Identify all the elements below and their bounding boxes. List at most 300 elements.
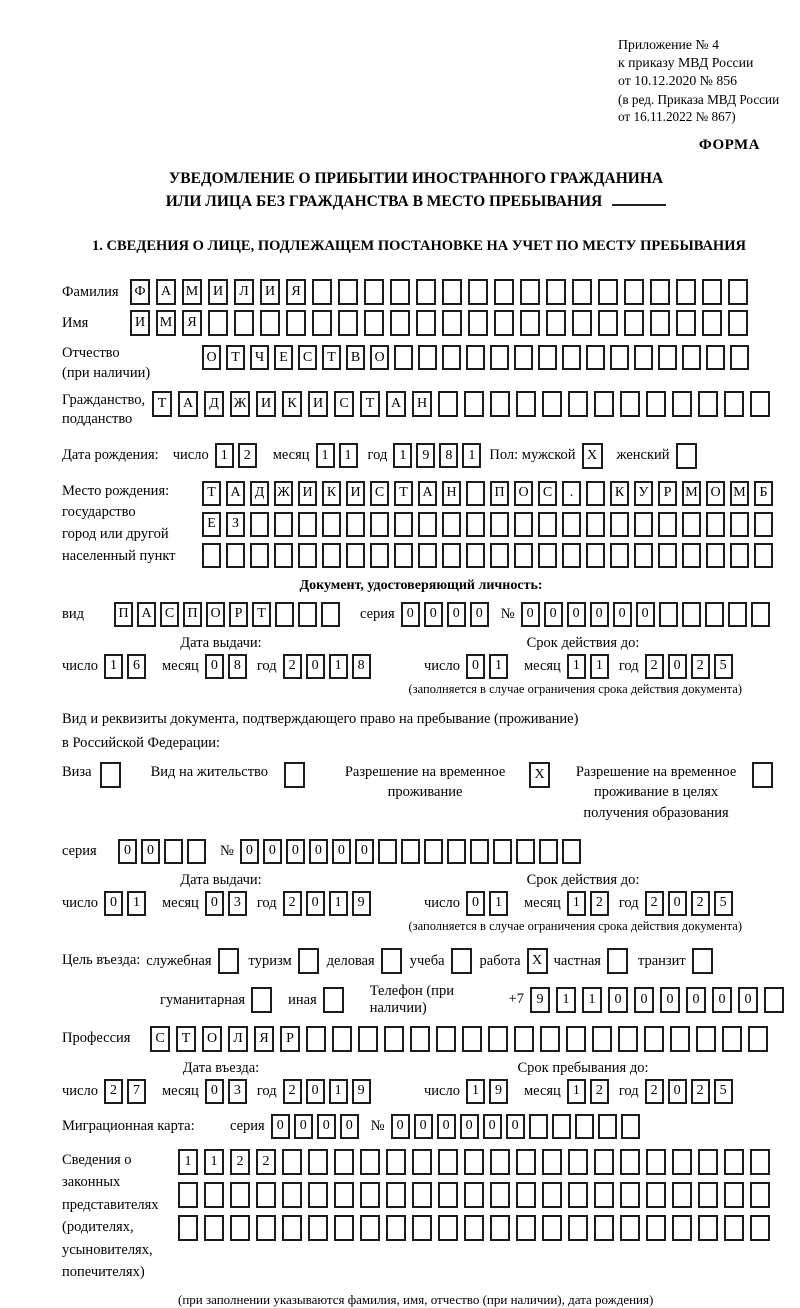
char-cell[interactable]: 2 xyxy=(230,1149,250,1175)
char-cell[interactable] xyxy=(724,391,744,417)
char-cell[interactable]: 0 xyxy=(401,602,420,627)
char-cell[interactable] xyxy=(451,948,472,974)
char-cell[interactable] xyxy=(364,310,384,336)
char-cell[interactable] xyxy=(698,1182,718,1208)
char-cell[interactable] xyxy=(672,1149,692,1175)
char-cell[interactable] xyxy=(466,512,485,537)
char-cell[interactable]: И xyxy=(298,481,317,506)
char-cell[interactable] xyxy=(552,1114,571,1139)
char-cell[interactable] xyxy=(424,839,443,864)
char-cell[interactable]: 0 xyxy=(355,839,374,864)
char-cell[interactable]: О xyxy=(202,1026,222,1052)
char-cell[interactable] xyxy=(586,481,605,506)
char-cell[interactable] xyxy=(568,391,588,417)
char-cell[interactable]: 0 xyxy=(286,839,305,864)
char-cell[interactable] xyxy=(386,1149,406,1175)
char-cell[interactable] xyxy=(658,543,677,568)
char-cell[interactable] xyxy=(490,543,509,568)
char-cell[interactable]: М xyxy=(682,481,701,506)
char-cell[interactable]: И xyxy=(256,391,276,417)
char-cell[interactable] xyxy=(516,391,536,417)
char-cell[interactable] xyxy=(572,310,592,336)
char-cell[interactable]: 1 xyxy=(567,891,586,916)
char-cell[interactable]: 1 xyxy=(104,654,123,679)
char-cell[interactable] xyxy=(702,279,722,305)
char-cell[interactable]: 2 xyxy=(691,1079,710,1104)
char-cell[interactable] xyxy=(658,345,677,370)
char-cell[interactable]: 0 xyxy=(634,987,654,1013)
char-cell[interactable] xyxy=(730,543,749,568)
char-cell[interactable]: П xyxy=(183,602,202,627)
char-cell[interactable] xyxy=(204,1182,224,1208)
char-cell[interactable]: И xyxy=(208,279,228,305)
char-cell[interactable] xyxy=(621,1114,640,1139)
char-cell[interactable]: 2 xyxy=(104,1079,123,1104)
char-cell[interactable]: 1 xyxy=(178,1149,198,1175)
char-cell[interactable] xyxy=(442,543,461,568)
char-cell[interactable]: У xyxy=(634,481,653,506)
char-cell[interactable]: 1 xyxy=(466,1079,485,1104)
char-cell[interactable]: 0 xyxy=(118,839,137,864)
char-cell[interactable]: И xyxy=(260,279,280,305)
char-cell[interactable] xyxy=(306,1026,326,1052)
char-cell[interactable] xyxy=(706,543,725,568)
char-cell[interactable] xyxy=(598,310,618,336)
char-cell[interactable] xyxy=(562,543,581,568)
char-cell[interactable] xyxy=(412,1215,432,1241)
char-cell[interactable] xyxy=(490,1182,510,1208)
char-cell[interactable] xyxy=(390,310,410,336)
char-cell[interactable]: 1 xyxy=(489,891,508,916)
char-cell[interactable] xyxy=(610,345,629,370)
char-cell[interactable] xyxy=(321,602,340,627)
char-cell[interactable] xyxy=(598,279,618,305)
char-cell[interactable] xyxy=(516,1215,536,1241)
char-cell[interactable] xyxy=(384,1026,404,1052)
char-cell[interactable] xyxy=(438,391,458,417)
char-cell[interactable]: К xyxy=(282,391,302,417)
char-cell[interactable]: Ж xyxy=(230,391,250,417)
char-cell[interactable] xyxy=(298,602,317,627)
char-cell[interactable] xyxy=(226,543,245,568)
char-cell[interactable] xyxy=(572,279,592,305)
char-cell[interactable] xyxy=(218,948,239,974)
char-cell[interactable]: 1 xyxy=(393,443,412,468)
char-cell[interactable] xyxy=(750,1215,770,1241)
char-cell[interactable]: 1 xyxy=(127,891,146,916)
char-cell[interactable] xyxy=(546,279,566,305)
char-cell[interactable]: Е xyxy=(202,512,221,537)
char-cell[interactable]: Я xyxy=(254,1026,274,1052)
char-cell[interactable] xyxy=(338,279,358,305)
char-cell[interactable]: Т xyxy=(252,602,271,627)
char-cell[interactable] xyxy=(338,310,358,336)
char-cell[interactable] xyxy=(594,391,614,417)
char-cell[interactable]: Д xyxy=(250,481,269,506)
char-cell[interactable] xyxy=(464,391,484,417)
char-cell[interactable] xyxy=(386,1182,406,1208)
char-cell[interactable]: И xyxy=(308,391,328,417)
char-cell[interactable]: 1 xyxy=(462,443,481,468)
char-cell[interactable] xyxy=(538,512,557,537)
char-cell[interactable]: 0 xyxy=(567,602,586,627)
char-cell[interactable] xyxy=(282,1215,302,1241)
char-cell[interactable]: А xyxy=(226,481,245,506)
char-cell[interactable] xyxy=(728,310,748,336)
char-cell[interactable] xyxy=(682,345,701,370)
char-cell[interactable]: X xyxy=(582,443,603,469)
char-cell[interactable] xyxy=(438,1149,458,1175)
char-cell[interactable]: О xyxy=(514,481,533,506)
char-cell[interactable] xyxy=(381,948,402,974)
char-cell[interactable] xyxy=(659,602,678,627)
char-cell[interactable] xyxy=(730,512,749,537)
char-cell[interactable]: 0 xyxy=(317,1114,336,1139)
char-cell[interactable] xyxy=(346,543,365,568)
char-cell[interactable] xyxy=(698,391,718,417)
char-cell[interactable] xyxy=(706,512,725,537)
char-cell[interactable] xyxy=(370,543,389,568)
char-cell[interactable]: 8 xyxy=(228,654,247,679)
char-cell[interactable] xyxy=(568,1182,588,1208)
char-cell[interactable]: 3 xyxy=(228,891,247,916)
char-cell[interactable]: И xyxy=(346,481,365,506)
char-cell[interactable] xyxy=(728,279,748,305)
char-cell[interactable] xyxy=(546,310,566,336)
char-cell[interactable] xyxy=(594,1215,614,1241)
char-cell[interactable]: Ф xyxy=(130,279,150,305)
char-cell[interactable]: 0 xyxy=(240,839,259,864)
char-cell[interactable] xyxy=(308,1182,328,1208)
char-cell[interactable] xyxy=(462,1026,482,1052)
char-cell[interactable]: 7 xyxy=(127,1079,146,1104)
char-cell[interactable]: 0 xyxy=(470,602,489,627)
char-cell[interactable] xyxy=(251,987,272,1013)
char-cell[interactable] xyxy=(568,1215,588,1241)
char-cell[interactable]: 1 xyxy=(329,1079,348,1104)
char-cell[interactable]: 2 xyxy=(283,891,302,916)
char-cell[interactable]: 0 xyxy=(544,602,563,627)
char-cell[interactable] xyxy=(275,602,294,627)
char-cell[interactable] xyxy=(202,543,221,568)
char-cell[interactable]: 1 xyxy=(215,443,234,468)
char-cell[interactable] xyxy=(542,1215,562,1241)
char-cell[interactable] xyxy=(466,481,485,506)
char-cell[interactable]: Р xyxy=(658,481,677,506)
char-cell[interactable] xyxy=(750,1182,770,1208)
char-cell[interactable]: 2 xyxy=(691,891,710,916)
char-cell[interactable] xyxy=(394,345,413,370)
char-cell[interactable]: 0 xyxy=(263,839,282,864)
char-cell[interactable]: Т xyxy=(202,481,221,506)
char-cell[interactable] xyxy=(360,1149,380,1175)
char-cell[interactable]: 0 xyxy=(332,839,351,864)
char-cell[interactable]: С xyxy=(150,1026,170,1052)
char-cell[interactable]: М xyxy=(182,279,202,305)
char-cell[interactable]: 1 xyxy=(329,891,348,916)
char-cell[interactable]: 0 xyxy=(466,654,485,679)
char-cell[interactable] xyxy=(298,512,317,537)
char-cell[interactable] xyxy=(298,543,317,568)
char-cell[interactable] xyxy=(620,1182,640,1208)
char-cell[interactable] xyxy=(394,543,413,568)
char-cell[interactable] xyxy=(540,1026,560,1052)
char-cell[interactable]: 0 xyxy=(205,891,224,916)
char-cell[interactable] xyxy=(464,1215,484,1241)
char-cell[interactable]: 1 xyxy=(582,987,602,1013)
char-cell[interactable] xyxy=(610,512,629,537)
char-cell[interactable]: П xyxy=(490,481,509,506)
char-cell[interactable] xyxy=(178,1182,198,1208)
char-cell[interactable] xyxy=(164,839,183,864)
char-cell[interactable]: 3 xyxy=(228,1079,247,1104)
char-cell[interactable] xyxy=(646,391,666,417)
char-cell[interactable] xyxy=(358,1026,378,1052)
char-cell[interactable]: 5 xyxy=(714,891,733,916)
char-cell[interactable] xyxy=(234,310,254,336)
char-cell[interactable]: 0 xyxy=(506,1114,525,1139)
char-cell[interactable] xyxy=(282,1182,302,1208)
char-cell[interactable] xyxy=(490,345,509,370)
char-cell[interactable] xyxy=(542,1182,562,1208)
char-cell[interactable] xyxy=(442,310,462,336)
char-cell[interactable] xyxy=(416,310,436,336)
char-cell[interactable]: Л xyxy=(228,1026,248,1052)
char-cell[interactable] xyxy=(442,512,461,537)
char-cell[interactable] xyxy=(378,839,397,864)
char-cell[interactable] xyxy=(586,345,605,370)
char-cell[interactable]: 0 xyxy=(141,839,160,864)
char-cell[interactable] xyxy=(312,279,332,305)
char-cell[interactable]: 2 xyxy=(645,654,664,679)
char-cell[interactable] xyxy=(274,512,293,537)
char-cell[interactable] xyxy=(698,1149,718,1175)
char-cell[interactable] xyxy=(706,345,725,370)
char-cell[interactable] xyxy=(598,1114,617,1139)
char-cell[interactable] xyxy=(438,1182,458,1208)
char-cell[interactable]: 0 xyxy=(424,602,443,627)
char-cell[interactable] xyxy=(494,310,514,336)
char-cell[interactable] xyxy=(250,512,269,537)
char-cell[interactable]: 2 xyxy=(645,1079,664,1104)
char-cell[interactable] xyxy=(298,948,319,974)
char-cell[interactable]: А xyxy=(156,279,176,305)
char-cell[interactable] xyxy=(284,762,305,788)
char-cell[interactable] xyxy=(466,345,485,370)
char-cell[interactable] xyxy=(538,345,557,370)
char-cell[interactable]: 1 xyxy=(339,443,358,468)
char-cell[interactable]: С xyxy=(538,481,557,506)
char-cell[interactable] xyxy=(575,1114,594,1139)
char-cell[interactable]: Т xyxy=(226,345,245,370)
char-cell[interactable] xyxy=(618,1026,638,1052)
char-cell[interactable] xyxy=(514,512,533,537)
char-cell[interactable] xyxy=(490,512,509,537)
char-cell[interactable] xyxy=(594,1149,614,1175)
char-cell[interactable] xyxy=(514,543,533,568)
char-cell[interactable]: Я xyxy=(286,279,306,305)
char-cell[interactable] xyxy=(418,543,437,568)
char-cell[interactable]: 2 xyxy=(691,654,710,679)
char-cell[interactable] xyxy=(692,948,713,974)
char-cell[interactable]: 1 xyxy=(567,1079,586,1104)
char-cell[interactable] xyxy=(490,1149,510,1175)
char-cell[interactable]: 0 xyxy=(668,891,687,916)
char-cell[interactable]: 0 xyxy=(340,1114,359,1139)
char-cell[interactable] xyxy=(672,391,692,417)
char-cell[interactable] xyxy=(520,279,540,305)
char-cell[interactable]: А xyxy=(418,481,437,506)
char-cell[interactable]: Л xyxy=(234,279,254,305)
char-cell[interactable]: З xyxy=(226,512,245,537)
char-cell[interactable] xyxy=(672,1182,692,1208)
char-cell[interactable]: Т xyxy=(360,391,380,417)
char-cell[interactable]: 0 xyxy=(294,1114,313,1139)
char-cell[interactable] xyxy=(730,345,749,370)
char-cell[interactable]: Д xyxy=(204,391,224,417)
char-cell[interactable]: 0 xyxy=(271,1114,290,1139)
char-cell[interactable] xyxy=(724,1149,744,1175)
char-cell[interactable]: О xyxy=(706,481,725,506)
char-cell[interactable] xyxy=(750,1149,770,1175)
char-cell[interactable] xyxy=(724,1215,744,1241)
char-cell[interactable] xyxy=(696,1026,716,1052)
char-cell[interactable] xyxy=(748,1026,768,1052)
char-cell[interactable]: . xyxy=(562,481,581,506)
char-cell[interactable]: А xyxy=(386,391,406,417)
char-cell[interactable] xyxy=(256,1182,276,1208)
char-cell[interactable] xyxy=(468,310,488,336)
char-cell[interactable] xyxy=(516,839,535,864)
char-cell[interactable] xyxy=(539,839,558,864)
char-cell[interactable] xyxy=(634,512,653,537)
char-cell[interactable]: 1 xyxy=(567,654,586,679)
char-cell[interactable] xyxy=(592,1026,612,1052)
char-cell[interactable] xyxy=(610,543,629,568)
char-cell[interactable]: 0 xyxy=(686,987,706,1013)
char-cell[interactable]: С xyxy=(370,481,389,506)
char-cell[interactable] xyxy=(676,443,697,469)
char-cell[interactable] xyxy=(494,279,514,305)
char-cell[interactable] xyxy=(676,279,696,305)
char-cell[interactable] xyxy=(447,839,466,864)
char-cell[interactable]: Н xyxy=(442,481,461,506)
char-cell[interactable]: 0 xyxy=(447,602,466,627)
char-cell[interactable]: 9 xyxy=(416,443,435,468)
char-cell[interactable]: П xyxy=(114,602,133,627)
char-cell[interactable] xyxy=(751,602,770,627)
char-cell[interactable]: 2 xyxy=(645,891,664,916)
char-cell[interactable] xyxy=(634,543,653,568)
char-cell[interactable]: Ч xyxy=(250,345,269,370)
char-cell[interactable] xyxy=(360,1215,380,1241)
char-cell[interactable] xyxy=(410,1026,430,1052)
char-cell[interactable] xyxy=(514,345,533,370)
char-cell[interactable]: В xyxy=(346,345,365,370)
char-cell[interactable] xyxy=(323,987,344,1013)
char-cell[interactable]: 0 xyxy=(205,1079,224,1104)
char-cell[interactable]: 0 xyxy=(613,602,632,627)
char-cell[interactable]: 2 xyxy=(283,1079,302,1104)
char-cell[interactable] xyxy=(412,1149,432,1175)
char-cell[interactable] xyxy=(562,345,581,370)
char-cell[interactable]: О xyxy=(206,602,225,627)
char-cell[interactable] xyxy=(698,1215,718,1241)
char-cell[interactable] xyxy=(516,1149,536,1175)
char-cell[interactable] xyxy=(754,543,773,568)
char-cell[interactable]: 1 xyxy=(590,654,609,679)
char-cell[interactable] xyxy=(488,1026,508,1052)
char-cell[interactable] xyxy=(438,1215,458,1241)
char-cell[interactable]: О xyxy=(370,345,389,370)
char-cell[interactable] xyxy=(594,1182,614,1208)
char-cell[interactable]: Т xyxy=(176,1026,196,1052)
char-cell[interactable] xyxy=(470,839,489,864)
char-cell[interactable]: Р xyxy=(229,602,248,627)
char-cell[interactable] xyxy=(468,279,488,305)
char-cell[interactable] xyxy=(416,279,436,305)
char-cell[interactable] xyxy=(620,391,640,417)
char-cell[interactable] xyxy=(624,279,644,305)
char-cell[interactable] xyxy=(230,1215,250,1241)
char-cell[interactable] xyxy=(682,512,701,537)
char-cell[interactable] xyxy=(568,1149,588,1175)
char-cell[interactable]: 0 xyxy=(414,1114,433,1139)
char-cell[interactable] xyxy=(334,1215,354,1241)
char-cell[interactable]: 0 xyxy=(437,1114,456,1139)
char-cell[interactable] xyxy=(566,1026,586,1052)
char-cell[interactable] xyxy=(464,1182,484,1208)
char-cell[interactable]: 2 xyxy=(256,1149,276,1175)
char-cell[interactable]: С xyxy=(298,345,317,370)
char-cell[interactable]: И xyxy=(130,310,150,336)
char-cell[interactable]: Т xyxy=(322,345,341,370)
char-cell[interactable] xyxy=(658,512,677,537)
char-cell[interactable]: 6 xyxy=(127,654,146,679)
char-cell[interactable] xyxy=(722,1026,742,1052)
char-cell[interactable] xyxy=(676,310,696,336)
char-cell[interactable] xyxy=(670,1026,690,1052)
char-cell[interactable] xyxy=(442,279,462,305)
char-cell[interactable] xyxy=(634,345,653,370)
char-cell[interactable]: 0 xyxy=(306,1079,325,1104)
char-cell[interactable]: 0 xyxy=(466,891,485,916)
char-cell[interactable] xyxy=(346,512,365,537)
char-cell[interactable] xyxy=(370,512,389,537)
char-cell[interactable]: М xyxy=(156,310,176,336)
char-cell[interactable] xyxy=(650,310,670,336)
char-cell[interactable]: X xyxy=(529,762,550,788)
char-cell[interactable]: 0 xyxy=(712,987,732,1013)
char-cell[interactable]: 9 xyxy=(352,891,371,916)
char-cell[interactable] xyxy=(418,512,437,537)
char-cell[interactable] xyxy=(620,1149,640,1175)
char-cell[interactable] xyxy=(256,1215,276,1241)
char-cell[interactable]: 2 xyxy=(283,654,302,679)
char-cell[interactable]: С xyxy=(334,391,354,417)
char-cell[interactable]: С xyxy=(160,602,179,627)
char-cell[interactable]: 0 xyxy=(608,987,628,1013)
char-cell[interactable] xyxy=(322,512,341,537)
char-cell[interactable] xyxy=(187,839,206,864)
char-cell[interactable] xyxy=(360,1182,380,1208)
char-cell[interactable]: Т xyxy=(152,391,172,417)
char-cell[interactable] xyxy=(274,543,293,568)
char-cell[interactable]: 0 xyxy=(738,987,758,1013)
char-cell[interactable]: Р xyxy=(280,1026,300,1052)
char-cell[interactable]: 1 xyxy=(329,654,348,679)
char-cell[interactable] xyxy=(334,1149,354,1175)
